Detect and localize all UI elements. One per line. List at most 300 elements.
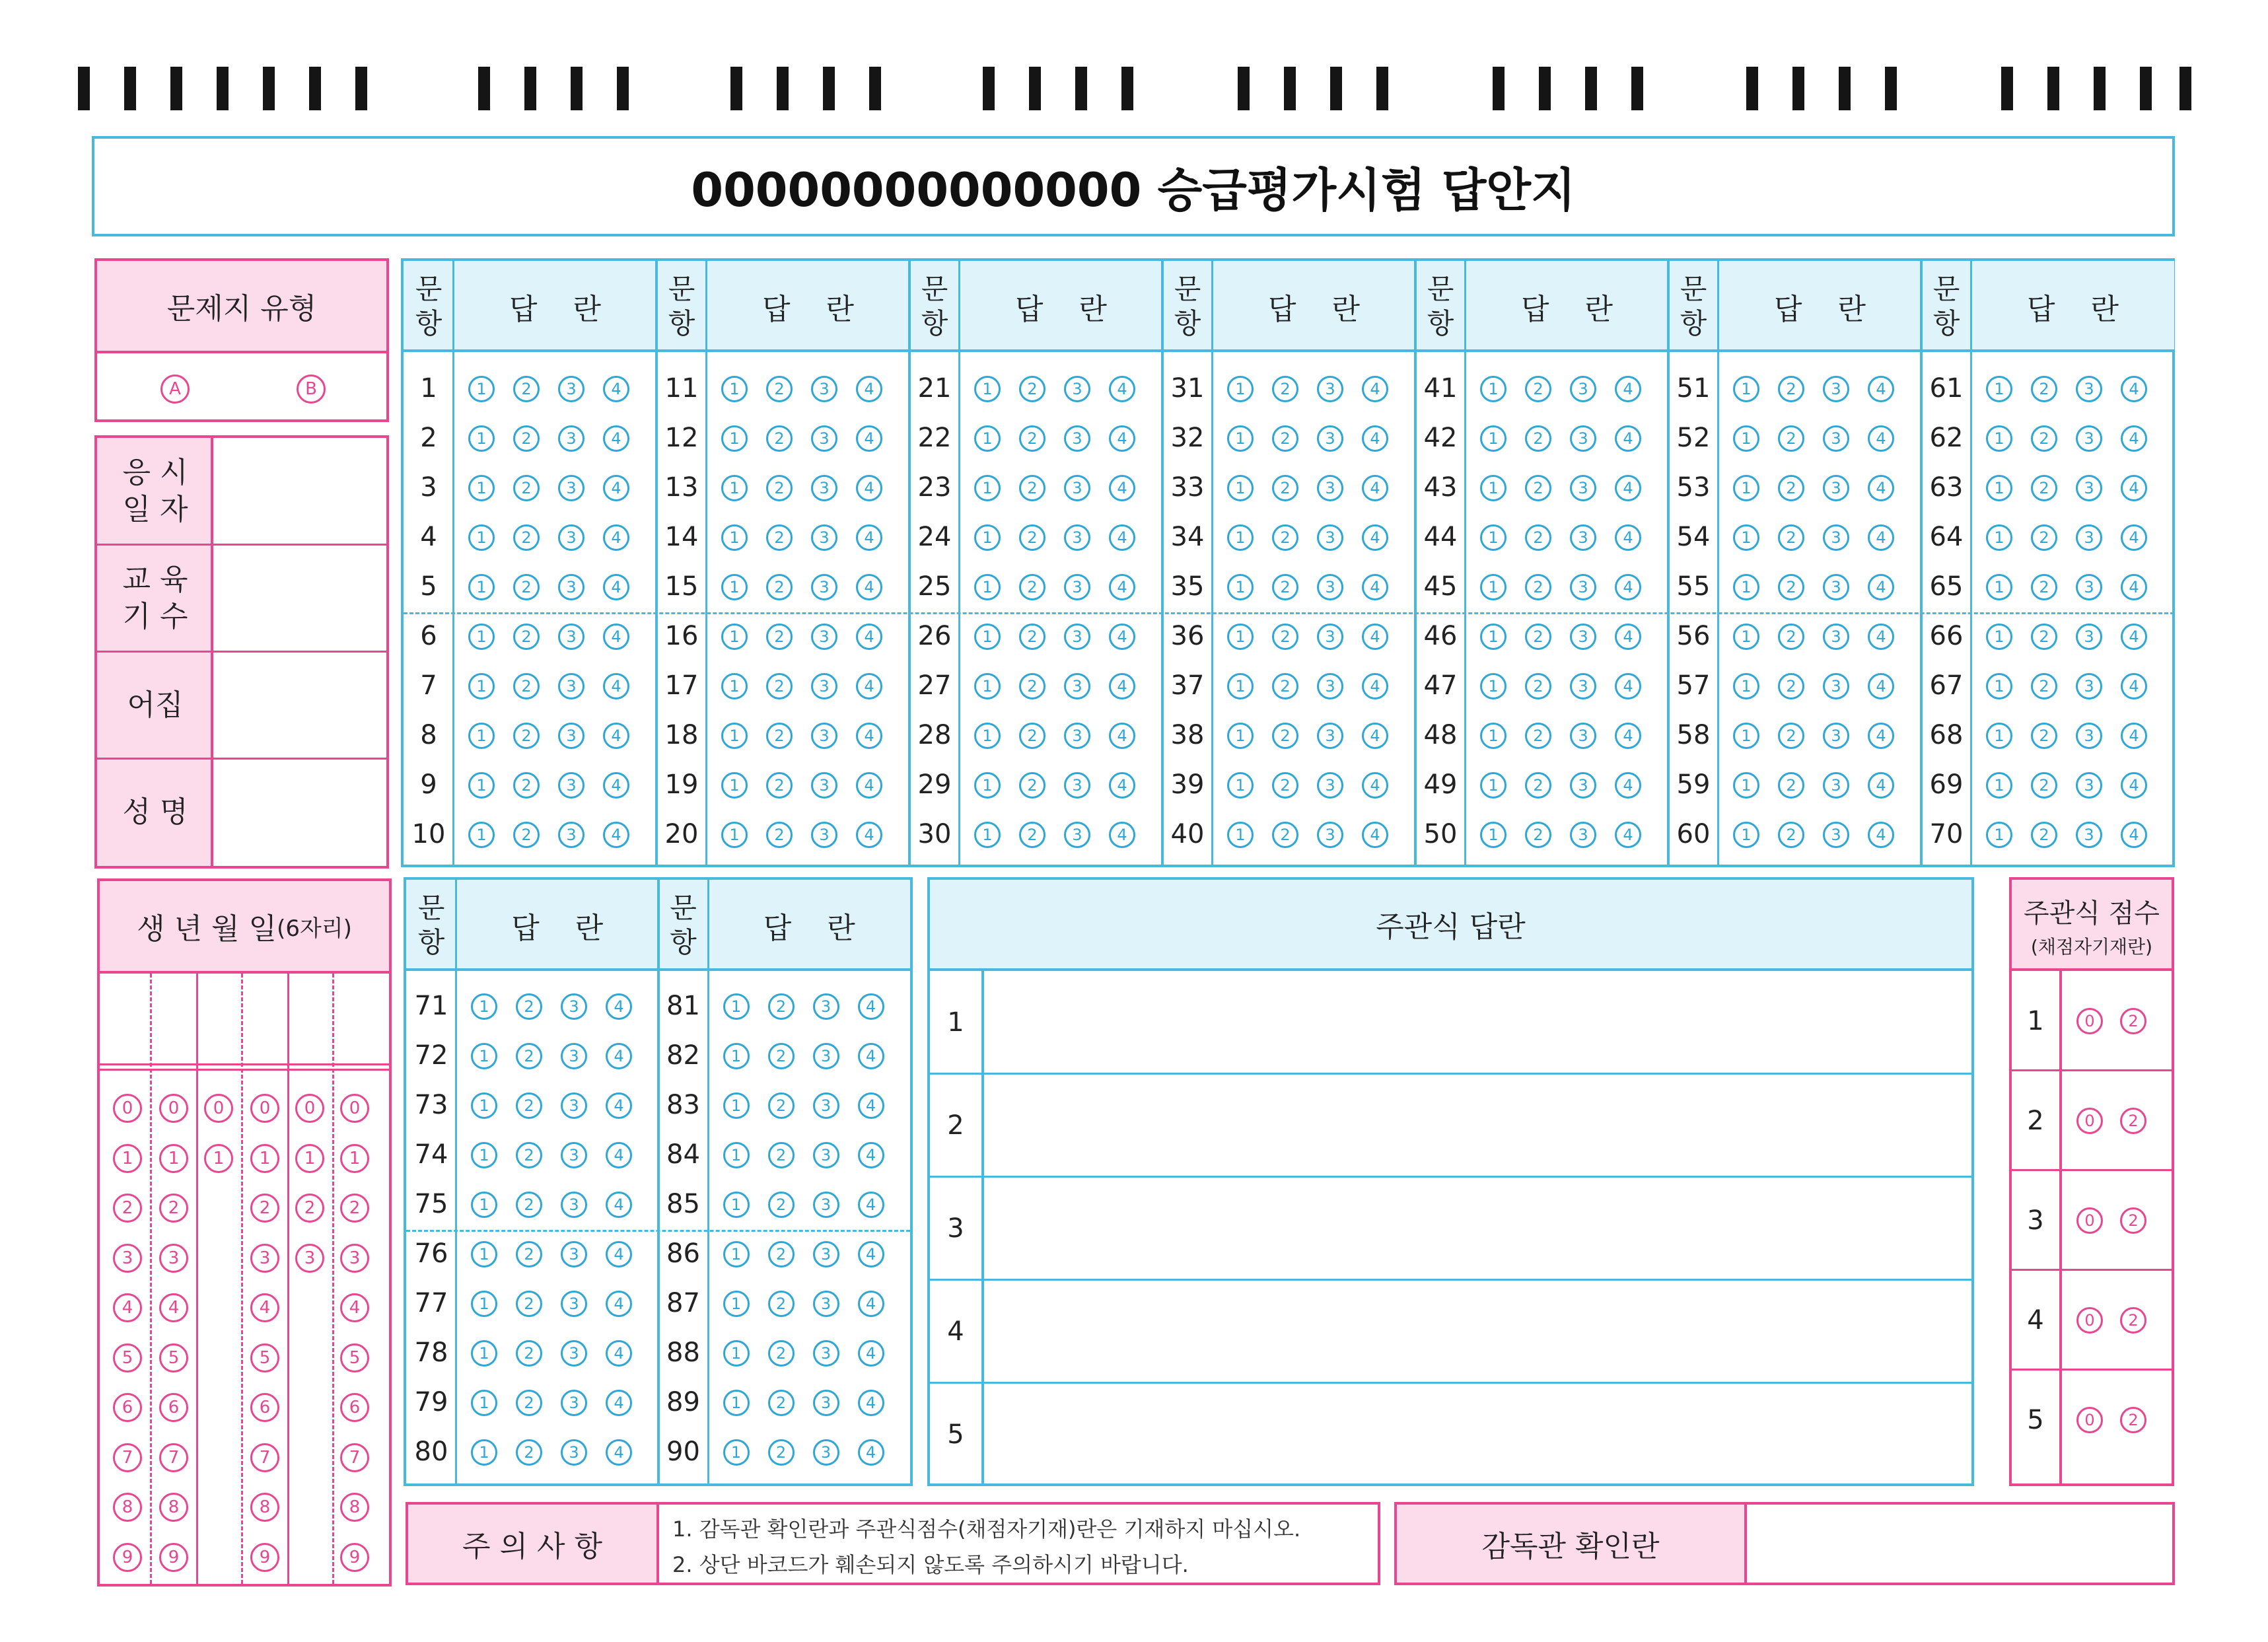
answer-bubble-3[interactable]: 3	[1823, 822, 1849, 848]
answer-bubble-3[interactable]: 3	[1823, 425, 1849, 452]
answer-bubble-3[interactable]: 3	[1317, 723, 1343, 749]
answer-bubble-3[interactable]: 3	[1570, 524, 1596, 551]
answer-bubble-2[interactable]: 2	[516, 993, 542, 1020]
answer-bubble-3[interactable]: 3	[811, 624, 837, 650]
answer-bubble-4[interactable]: 4	[1868, 376, 1894, 402]
score-bubble-0[interactable]: 0	[2076, 1307, 2103, 1334]
answer-bubble-1[interactable]: 1	[1733, 524, 1759, 551]
answer-bubble-4[interactable]: 4	[2121, 475, 2147, 501]
answer-bubble-1[interactable]: 1	[1986, 624, 2012, 650]
answer-bubble-1[interactable]: 1	[723, 1291, 750, 1317]
info-value-field[interactable]	[216, 759, 386, 866]
birth-digit-bubble[interactable]: 3	[340, 1244, 369, 1273]
birth-digit-bubble[interactable]: 7	[113, 1443, 142, 1472]
answer-bubble-1[interactable]: 1	[1227, 673, 1254, 699]
answer-bubble-1[interactable]: 1	[723, 1340, 750, 1367]
answer-bubble-4[interactable]: 4	[603, 723, 629, 749]
answer-bubble-1[interactable]: 1	[468, 673, 495, 699]
answer-bubble-1[interactable]: 1	[1227, 772, 1254, 799]
answer-bubble-1[interactable]: 1	[1986, 772, 2012, 799]
answer-bubble-3[interactable]: 3	[2076, 524, 2102, 551]
answer-bubble-2[interactable]: 2	[1525, 524, 1551, 551]
answer-bubble-1[interactable]: 1	[723, 993, 750, 1020]
answer-bubble-3[interactable]: 3	[811, 524, 837, 551]
birth-digit-bubble[interactable]: 4	[159, 1293, 188, 1322]
answer-bubble-2[interactable]: 2	[2031, 475, 2057, 501]
answer-bubble-2[interactable]: 2	[516, 1092, 542, 1119]
answer-bubble-4[interactable]: 4	[1615, 574, 1641, 600]
answer-bubble-1[interactable]: 1	[1480, 624, 1506, 650]
paper-type-b-bubble[interactable]: B	[297, 375, 326, 404]
birth-digit-bubble[interactable]: 9	[113, 1543, 142, 1572]
answer-bubble-1[interactable]: 1	[1227, 376, 1254, 402]
answer-bubble-4[interactable]: 4	[606, 1043, 632, 1069]
answer-bubble-2[interactable]: 2	[2031, 574, 2057, 600]
answer-bubble-4[interactable]: 4	[856, 376, 882, 402]
answer-bubble-3[interactable]: 3	[561, 1340, 587, 1367]
answer-bubble-4[interactable]: 4	[606, 1390, 632, 1416]
birth-digit-bubble[interactable]: 2	[295, 1194, 324, 1223]
answer-bubble-2[interactable]: 2	[766, 376, 793, 402]
answer-bubble-1[interactable]: 1	[723, 1092, 750, 1119]
birth-digit-bubble[interactable]: 6	[159, 1393, 188, 1422]
answer-bubble-3[interactable]: 3	[813, 1142, 839, 1168]
birth-write-cell[interactable]	[108, 980, 147, 1059]
answer-bubble-1[interactable]: 1	[723, 1142, 750, 1168]
answer-bubble-3[interactable]: 3	[558, 723, 585, 749]
answer-bubble-4[interactable]: 4	[856, 822, 882, 848]
answer-bubble-1[interactable]: 1	[974, 574, 1001, 600]
answer-bubble-4[interactable]: 4	[1109, 723, 1135, 749]
answer-bubble-2[interactable]: 2	[1778, 475, 1804, 501]
answer-bubble-2[interactable]: 2	[1778, 624, 1804, 650]
answer-bubble-1[interactable]: 1	[471, 993, 497, 1020]
answer-bubble-3[interactable]: 3	[561, 1092, 587, 1119]
answer-bubble-4[interactable]: 4	[1109, 822, 1135, 848]
answer-bubble-4[interactable]: 4	[1362, 475, 1388, 501]
answer-bubble-2[interactable]: 2	[766, 425, 793, 452]
score-bubble-0[interactable]: 0	[2076, 1207, 2103, 1234]
answer-bubble-1[interactable]: 1	[471, 1340, 497, 1367]
answer-bubble-2[interactable]: 2	[768, 1092, 795, 1119]
answer-bubble-1[interactable]: 1	[1986, 376, 2012, 402]
answer-bubble-4[interactable]: 4	[856, 475, 882, 501]
answer-bubble-1[interactable]: 1	[1480, 772, 1506, 799]
answer-bubble-1[interactable]: 1	[1986, 822, 2012, 848]
answer-bubble-4[interactable]: 4	[858, 1340, 884, 1367]
birth-digit-bubble[interactable]: 7	[250, 1443, 279, 1472]
answer-bubble-1[interactable]: 1	[974, 524, 1001, 551]
answer-bubble-2[interactable]: 2	[2031, 723, 2057, 749]
answer-bubble-3[interactable]: 3	[561, 1043, 587, 1069]
supervisor-sign-area[interactable]	[1750, 1505, 2172, 1583]
birth-digit-bubble[interactable]: 6	[250, 1393, 279, 1422]
answer-bubble-2[interactable]: 2	[2031, 425, 2057, 452]
answer-bubble-3[interactable]: 3	[1064, 475, 1090, 501]
birth-digit-bubble[interactable]: 3	[295, 1244, 324, 1273]
answer-bubble-1[interactable]: 1	[721, 723, 748, 749]
answer-bubble-2[interactable]: 2	[766, 624, 793, 650]
answer-bubble-4[interactable]: 4	[858, 1192, 884, 1218]
score-bubble-2[interactable]: 2	[2120, 1008, 2146, 1034]
birth-digit-bubble[interactable]: 5	[159, 1343, 188, 1373]
answer-bubble-3[interactable]: 3	[1064, 524, 1090, 551]
answer-bubble-2[interactable]: 2	[2031, 772, 2057, 799]
birth-digit-bubble[interactable]: 8	[340, 1493, 369, 1522]
answer-bubble-3[interactable]: 3	[2076, 822, 2102, 848]
answer-bubble-1[interactable]: 1	[974, 822, 1001, 848]
answer-bubble-1[interactable]: 1	[974, 425, 1001, 452]
answer-bubble-3[interactable]: 3	[811, 574, 837, 600]
answer-bubble-2[interactable]: 2	[513, 723, 540, 749]
answer-bubble-1[interactable]: 1	[723, 1192, 750, 1218]
answer-bubble-3[interactable]: 3	[811, 822, 837, 848]
score-bubble-0[interactable]: 0	[2076, 1008, 2103, 1034]
birth-write-cell[interactable]	[245, 980, 285, 1059]
answer-bubble-3[interactable]: 3	[1823, 772, 1849, 799]
answer-bubble-4[interactable]: 4	[603, 673, 629, 699]
birth-write-cell[interactable]	[290, 980, 330, 1059]
answer-bubble-1[interactable]: 1	[1227, 475, 1254, 501]
answer-bubble-1[interactable]: 1	[1986, 723, 2012, 749]
answer-bubble-2[interactable]: 2	[1525, 425, 1551, 452]
answer-bubble-1[interactable]: 1	[1733, 624, 1759, 650]
answer-bubble-2[interactable]: 2	[768, 1340, 795, 1367]
answer-bubble-4[interactable]: 4	[606, 993, 632, 1020]
birth-digit-bubble[interactable]: 5	[250, 1343, 279, 1373]
answer-bubble-1[interactable]: 1	[468, 624, 495, 650]
answer-bubble-3[interactable]: 3	[1570, 772, 1596, 799]
answer-bubble-2[interactable]: 2	[516, 1241, 542, 1267]
answer-bubble-3[interactable]: 3	[1317, 574, 1343, 600]
answer-bubble-1[interactable]: 1	[1733, 723, 1759, 749]
answer-bubble-1[interactable]: 1	[721, 673, 748, 699]
answer-bubble-3[interactable]: 3	[813, 993, 839, 1020]
birth-digit-bubble[interactable]: 0	[295, 1094, 324, 1123]
answer-bubble-2[interactable]: 2	[1525, 723, 1551, 749]
answer-bubble-3[interactable]: 3	[558, 425, 585, 452]
birth-digit-bubble[interactable]: 8	[113, 1493, 142, 1522]
answer-bubble-2[interactable]: 2	[766, 723, 793, 749]
answer-bubble-3[interactable]: 3	[2076, 723, 2102, 749]
answer-bubble-2[interactable]: 2	[1019, 574, 1045, 600]
answer-bubble-2[interactable]: 2	[513, 425, 540, 452]
answer-bubble-1[interactable]: 1	[471, 1092, 497, 1119]
answer-bubble-1[interactable]: 1	[1986, 425, 2012, 452]
answer-bubble-4[interactable]: 4	[603, 425, 629, 452]
answer-bubble-4[interactable]: 4	[858, 1390, 884, 1416]
birth-digit-bubble[interactable]: 0	[250, 1094, 279, 1123]
answer-bubble-1[interactable]: 1	[1733, 376, 1759, 402]
answer-bubble-1[interactable]: 1	[1733, 475, 1759, 501]
answer-bubble-2[interactable]: 2	[768, 1192, 795, 1218]
answer-bubble-4[interactable]: 4	[1109, 425, 1135, 452]
answer-bubble-2[interactable]: 2	[513, 524, 540, 551]
answer-bubble-2[interactable]: 2	[1525, 475, 1551, 501]
answer-bubble-2[interactable]: 2	[1272, 822, 1298, 848]
answer-bubble-2[interactable]: 2	[1019, 425, 1045, 452]
subjective-answer-field[interactable]	[984, 1074, 1971, 1177]
answer-bubble-2[interactable]: 2	[766, 822, 793, 848]
answer-bubble-3[interactable]: 3	[2076, 673, 2102, 699]
answer-bubble-2[interactable]: 2	[1525, 772, 1551, 799]
answer-bubble-1[interactable]: 1	[468, 475, 495, 501]
birth-digit-bubble[interactable]: 0	[159, 1094, 188, 1123]
answer-bubble-2[interactable]: 2	[1778, 723, 1804, 749]
answer-bubble-3[interactable]: 3	[561, 1439, 587, 1466]
answer-bubble-1[interactable]: 1	[471, 1241, 497, 1267]
answer-bubble-4[interactable]: 4	[603, 524, 629, 551]
answer-bubble-1[interactable]: 1	[721, 822, 748, 848]
answer-bubble-1[interactable]: 1	[1986, 524, 2012, 551]
answer-bubble-1[interactable]: 1	[974, 673, 1001, 699]
subjective-answer-field[interactable]	[984, 971, 1971, 1074]
answer-bubble-2[interactable]: 2	[1272, 723, 1298, 749]
answer-bubble-4[interactable]: 4	[856, 673, 882, 699]
birth-digit-bubble[interactable]: 3	[250, 1244, 279, 1273]
birth-digit-bubble[interactable]: 6	[340, 1393, 369, 1422]
answer-bubble-2[interactable]: 2	[768, 1142, 795, 1168]
birth-digit-bubble[interactable]: 4	[250, 1293, 279, 1322]
answer-bubble-1[interactable]: 1	[471, 1192, 497, 1218]
answer-bubble-4[interactable]: 4	[1868, 723, 1894, 749]
info-value-field[interactable]	[216, 545, 386, 652]
birth-digit-bubble[interactable]: 1	[250, 1144, 279, 1173]
answer-bubble-3[interactable]: 3	[558, 475, 585, 501]
answer-bubble-2[interactable]: 2	[766, 475, 793, 501]
answer-bubble-3[interactable]: 3	[1317, 822, 1343, 848]
answer-bubble-2[interactable]: 2	[766, 524, 793, 551]
answer-bubble-2[interactable]: 2	[2031, 524, 2057, 551]
score-bubble-0[interactable]: 0	[2076, 1407, 2103, 1433]
subjective-answer-field[interactable]	[984, 1383, 1971, 1486]
answer-bubble-2[interactable]: 2	[1019, 673, 1045, 699]
answer-bubble-4[interactable]: 4	[858, 1092, 884, 1119]
answer-bubble-1[interactable]: 1	[468, 524, 495, 551]
answer-bubble-4[interactable]: 4	[1362, 624, 1388, 650]
answer-bubble-4[interactable]: 4	[603, 376, 629, 402]
answer-bubble-1[interactable]: 1	[1227, 822, 1254, 848]
answer-bubble-4[interactable]: 4	[606, 1142, 632, 1168]
answer-bubble-2[interactable]: 2	[1525, 624, 1551, 650]
answer-bubble-1[interactable]: 1	[974, 475, 1001, 501]
answer-bubble-3[interactable]: 3	[561, 1291, 587, 1317]
answer-bubble-4[interactable]: 4	[858, 1142, 884, 1168]
answer-bubble-3[interactable]: 3	[1823, 475, 1849, 501]
subjective-answer-field[interactable]	[984, 1280, 1971, 1383]
answer-bubble-3[interactable]: 3	[813, 1291, 839, 1317]
answer-bubble-2[interactable]: 2	[513, 772, 540, 799]
answer-bubble-3[interactable]: 3	[811, 673, 837, 699]
birth-digit-bubble[interactable]: 6	[113, 1393, 142, 1422]
answer-bubble-4[interactable]: 4	[606, 1092, 632, 1119]
answer-bubble-1[interactable]: 1	[721, 624, 748, 650]
paper-type-a-bubble[interactable]: A	[160, 375, 190, 404]
answer-bubble-4[interactable]: 4	[2121, 723, 2147, 749]
answer-bubble-4[interactable]: 4	[1362, 822, 1388, 848]
answer-bubble-2[interactable]: 2	[2031, 822, 2057, 848]
answer-bubble-3[interactable]: 3	[2076, 624, 2102, 650]
answer-bubble-4[interactable]: 4	[1362, 524, 1388, 551]
answer-bubble-4[interactable]: 4	[856, 624, 882, 650]
answer-bubble-3[interactable]: 3	[811, 425, 837, 452]
birth-digit-bubble[interactable]: 4	[113, 1293, 142, 1322]
answer-bubble-3[interactable]: 3	[561, 1241, 587, 1267]
birth-digit-bubble[interactable]: 2	[159, 1194, 188, 1223]
info-value-field[interactable]	[216, 652, 386, 759]
answer-bubble-1[interactable]: 1	[723, 1241, 750, 1267]
answer-bubble-4[interactable]: 4	[1868, 475, 1894, 501]
answer-bubble-3[interactable]: 3	[1570, 624, 1596, 650]
answer-bubble-4[interactable]: 4	[2121, 673, 2147, 699]
answer-bubble-3[interactable]: 3	[558, 822, 585, 848]
answer-bubble-4[interactable]: 4	[603, 822, 629, 848]
answer-bubble-2[interactable]: 2	[1019, 524, 1045, 551]
answer-bubble-3[interactable]: 3	[1317, 524, 1343, 551]
answer-bubble-4[interactable]: 4	[606, 1241, 632, 1267]
answer-bubble-2[interactable]: 2	[1019, 822, 1045, 848]
answer-bubble-4[interactable]: 4	[1868, 425, 1894, 452]
answer-bubble-3[interactable]: 3	[1823, 723, 1849, 749]
answer-bubble-3[interactable]: 3	[811, 376, 837, 402]
answer-bubble-4[interactable]: 4	[1362, 772, 1388, 799]
answer-bubble-2[interactable]: 2	[1019, 772, 1045, 799]
answer-bubble-2[interactable]: 2	[766, 673, 793, 699]
answer-bubble-2[interactable]: 2	[766, 772, 793, 799]
answer-bubble-2[interactable]: 2	[513, 822, 540, 848]
info-value-field[interactable]	[216, 438, 386, 545]
answer-bubble-2[interactable]: 2	[513, 376, 540, 402]
answer-bubble-4[interactable]: 4	[1109, 574, 1135, 600]
answer-bubble-3[interactable]: 3	[2076, 425, 2102, 452]
answer-bubble-2[interactable]: 2	[2031, 673, 2057, 699]
answer-bubble-3[interactable]: 3	[811, 475, 837, 501]
birth-digit-bubble[interactable]: 3	[159, 1244, 188, 1273]
birth-digit-bubble[interactable]: 7	[340, 1443, 369, 1472]
answer-bubble-4[interactable]: 4	[2121, 574, 2147, 600]
answer-bubble-3[interactable]: 3	[1064, 723, 1090, 749]
answer-bubble-4[interactable]: 4	[856, 574, 882, 600]
answer-bubble-4[interactable]: 4	[858, 993, 884, 1020]
answer-bubble-2[interactable]: 2	[516, 1390, 542, 1416]
answer-bubble-4[interactable]: 4	[603, 772, 629, 799]
answer-bubble-4[interactable]: 4	[1362, 425, 1388, 452]
score-bubble-2[interactable]: 2	[2120, 1207, 2146, 1234]
birth-digit-bubble[interactable]: 0	[113, 1094, 142, 1123]
answer-bubble-1[interactable]: 1	[1480, 673, 1506, 699]
answer-bubble-3[interactable]: 3	[2076, 772, 2102, 799]
answer-bubble-4[interactable]: 4	[1615, 376, 1641, 402]
answer-bubble-3[interactable]: 3	[1317, 376, 1343, 402]
answer-bubble-3[interactable]: 3	[1064, 673, 1090, 699]
answer-bubble-4[interactable]: 4	[856, 524, 882, 551]
answer-bubble-4[interactable]: 4	[858, 1241, 884, 1267]
answer-bubble-2[interactable]: 2	[516, 1291, 542, 1317]
answer-bubble-4[interactable]: 4	[606, 1291, 632, 1317]
answer-bubble-1[interactable]: 1	[974, 723, 1001, 749]
answer-bubble-1[interactable]: 1	[468, 822, 495, 848]
answer-bubble-1[interactable]: 1	[1227, 723, 1254, 749]
birth-digit-bubble[interactable]: 1	[295, 1144, 324, 1173]
answer-bubble-1[interactable]: 1	[721, 574, 748, 600]
answer-bubble-2[interactable]: 2	[766, 574, 793, 600]
answer-bubble-4[interactable]: 4	[1868, 673, 1894, 699]
birth-digit-bubble[interactable]: 5	[113, 1343, 142, 1373]
birth-digit-bubble[interactable]: 2	[340, 1194, 369, 1223]
answer-bubble-1[interactable]: 1	[1480, 822, 1506, 848]
answer-bubble-3[interactable]: 3	[1570, 574, 1596, 600]
answer-bubble-2[interactable]: 2	[1778, 822, 1804, 848]
answer-bubble-2[interactable]: 2	[513, 574, 540, 600]
answer-bubble-2[interactable]: 2	[1272, 425, 1298, 452]
answer-bubble-3[interactable]: 3	[1064, 425, 1090, 452]
answer-bubble-2[interactable]: 2	[1525, 376, 1551, 402]
answer-bubble-4[interactable]: 4	[1362, 673, 1388, 699]
answer-bubble-3[interactable]: 3	[561, 1142, 587, 1168]
answer-bubble-3[interactable]: 3	[561, 1390, 587, 1416]
answer-bubble-4[interactable]: 4	[2121, 822, 2147, 848]
answer-bubble-1[interactable]: 1	[468, 376, 495, 402]
answer-bubble-2[interactable]: 2	[516, 1439, 542, 1466]
answer-bubble-3[interactable]: 3	[1317, 475, 1343, 501]
birth-digit-bubble[interactable]: 2	[113, 1194, 142, 1223]
birth-digit-bubble[interactable]: 5	[340, 1343, 369, 1373]
answer-bubble-2[interactable]: 2	[1019, 723, 1045, 749]
answer-bubble-4[interactable]: 4	[1615, 624, 1641, 650]
answer-bubble-1[interactable]: 1	[1227, 524, 1254, 551]
answer-bubble-3[interactable]: 3	[1317, 425, 1343, 452]
answer-bubble-4[interactable]: 4	[1109, 624, 1135, 650]
answer-bubble-4[interactable]: 4	[1109, 772, 1135, 799]
answer-bubble-3[interactable]: 3	[1823, 524, 1849, 551]
answer-bubble-1[interactable]: 1	[1480, 425, 1506, 452]
answer-bubble-4[interactable]: 4	[2121, 524, 2147, 551]
answer-bubble-2[interactable]: 2	[1778, 574, 1804, 600]
answer-bubble-1[interactable]: 1	[1733, 425, 1759, 452]
answer-bubble-1[interactable]: 1	[1227, 425, 1254, 452]
answer-bubble-2[interactable]: 2	[1272, 772, 1298, 799]
answer-bubble-3[interactable]: 3	[1064, 376, 1090, 402]
answer-bubble-3[interactable]: 3	[1570, 376, 1596, 402]
answer-bubble-4[interactable]: 4	[606, 1192, 632, 1218]
answer-bubble-2[interactable]: 2	[1019, 475, 1045, 501]
subjective-answer-field[interactable]	[984, 1177, 1971, 1280]
birth-digit-bubble[interactable]: 2	[250, 1194, 279, 1223]
answer-bubble-2[interactable]: 2	[516, 1340, 542, 1367]
answer-bubble-3[interactable]: 3	[813, 1192, 839, 1218]
answer-bubble-2[interactable]: 2	[768, 1291, 795, 1317]
birth-digit-bubble[interactable]: 3	[113, 1244, 142, 1273]
answer-bubble-4[interactable]: 4	[1362, 723, 1388, 749]
score-bubble-2[interactable]: 2	[2120, 1307, 2146, 1334]
answer-bubble-1[interactable]: 1	[721, 425, 748, 452]
birth-write-cell[interactable]	[335, 980, 374, 1059]
answer-bubble-1[interactable]: 1	[723, 1390, 750, 1416]
answer-bubble-2[interactable]: 2	[1525, 574, 1551, 600]
answer-bubble-3[interactable]: 3	[813, 1043, 839, 1069]
answer-bubble-2[interactable]: 2	[768, 1043, 795, 1069]
answer-bubble-4[interactable]: 4	[1868, 822, 1894, 848]
answer-bubble-4[interactable]: 4	[858, 1043, 884, 1069]
answer-bubble-2[interactable]: 2	[1778, 425, 1804, 452]
answer-bubble-4[interactable]: 4	[1615, 723, 1641, 749]
answer-bubble-2[interactable]: 2	[1778, 772, 1804, 799]
answer-bubble-1[interactable]: 1	[1480, 574, 1506, 600]
answer-bubble-4[interactable]: 4	[1615, 822, 1641, 848]
answer-bubble-1[interactable]: 1	[1986, 574, 2012, 600]
birth-digit-bubble[interactable]: 0	[340, 1094, 369, 1123]
answer-bubble-1[interactable]: 1	[721, 772, 748, 799]
